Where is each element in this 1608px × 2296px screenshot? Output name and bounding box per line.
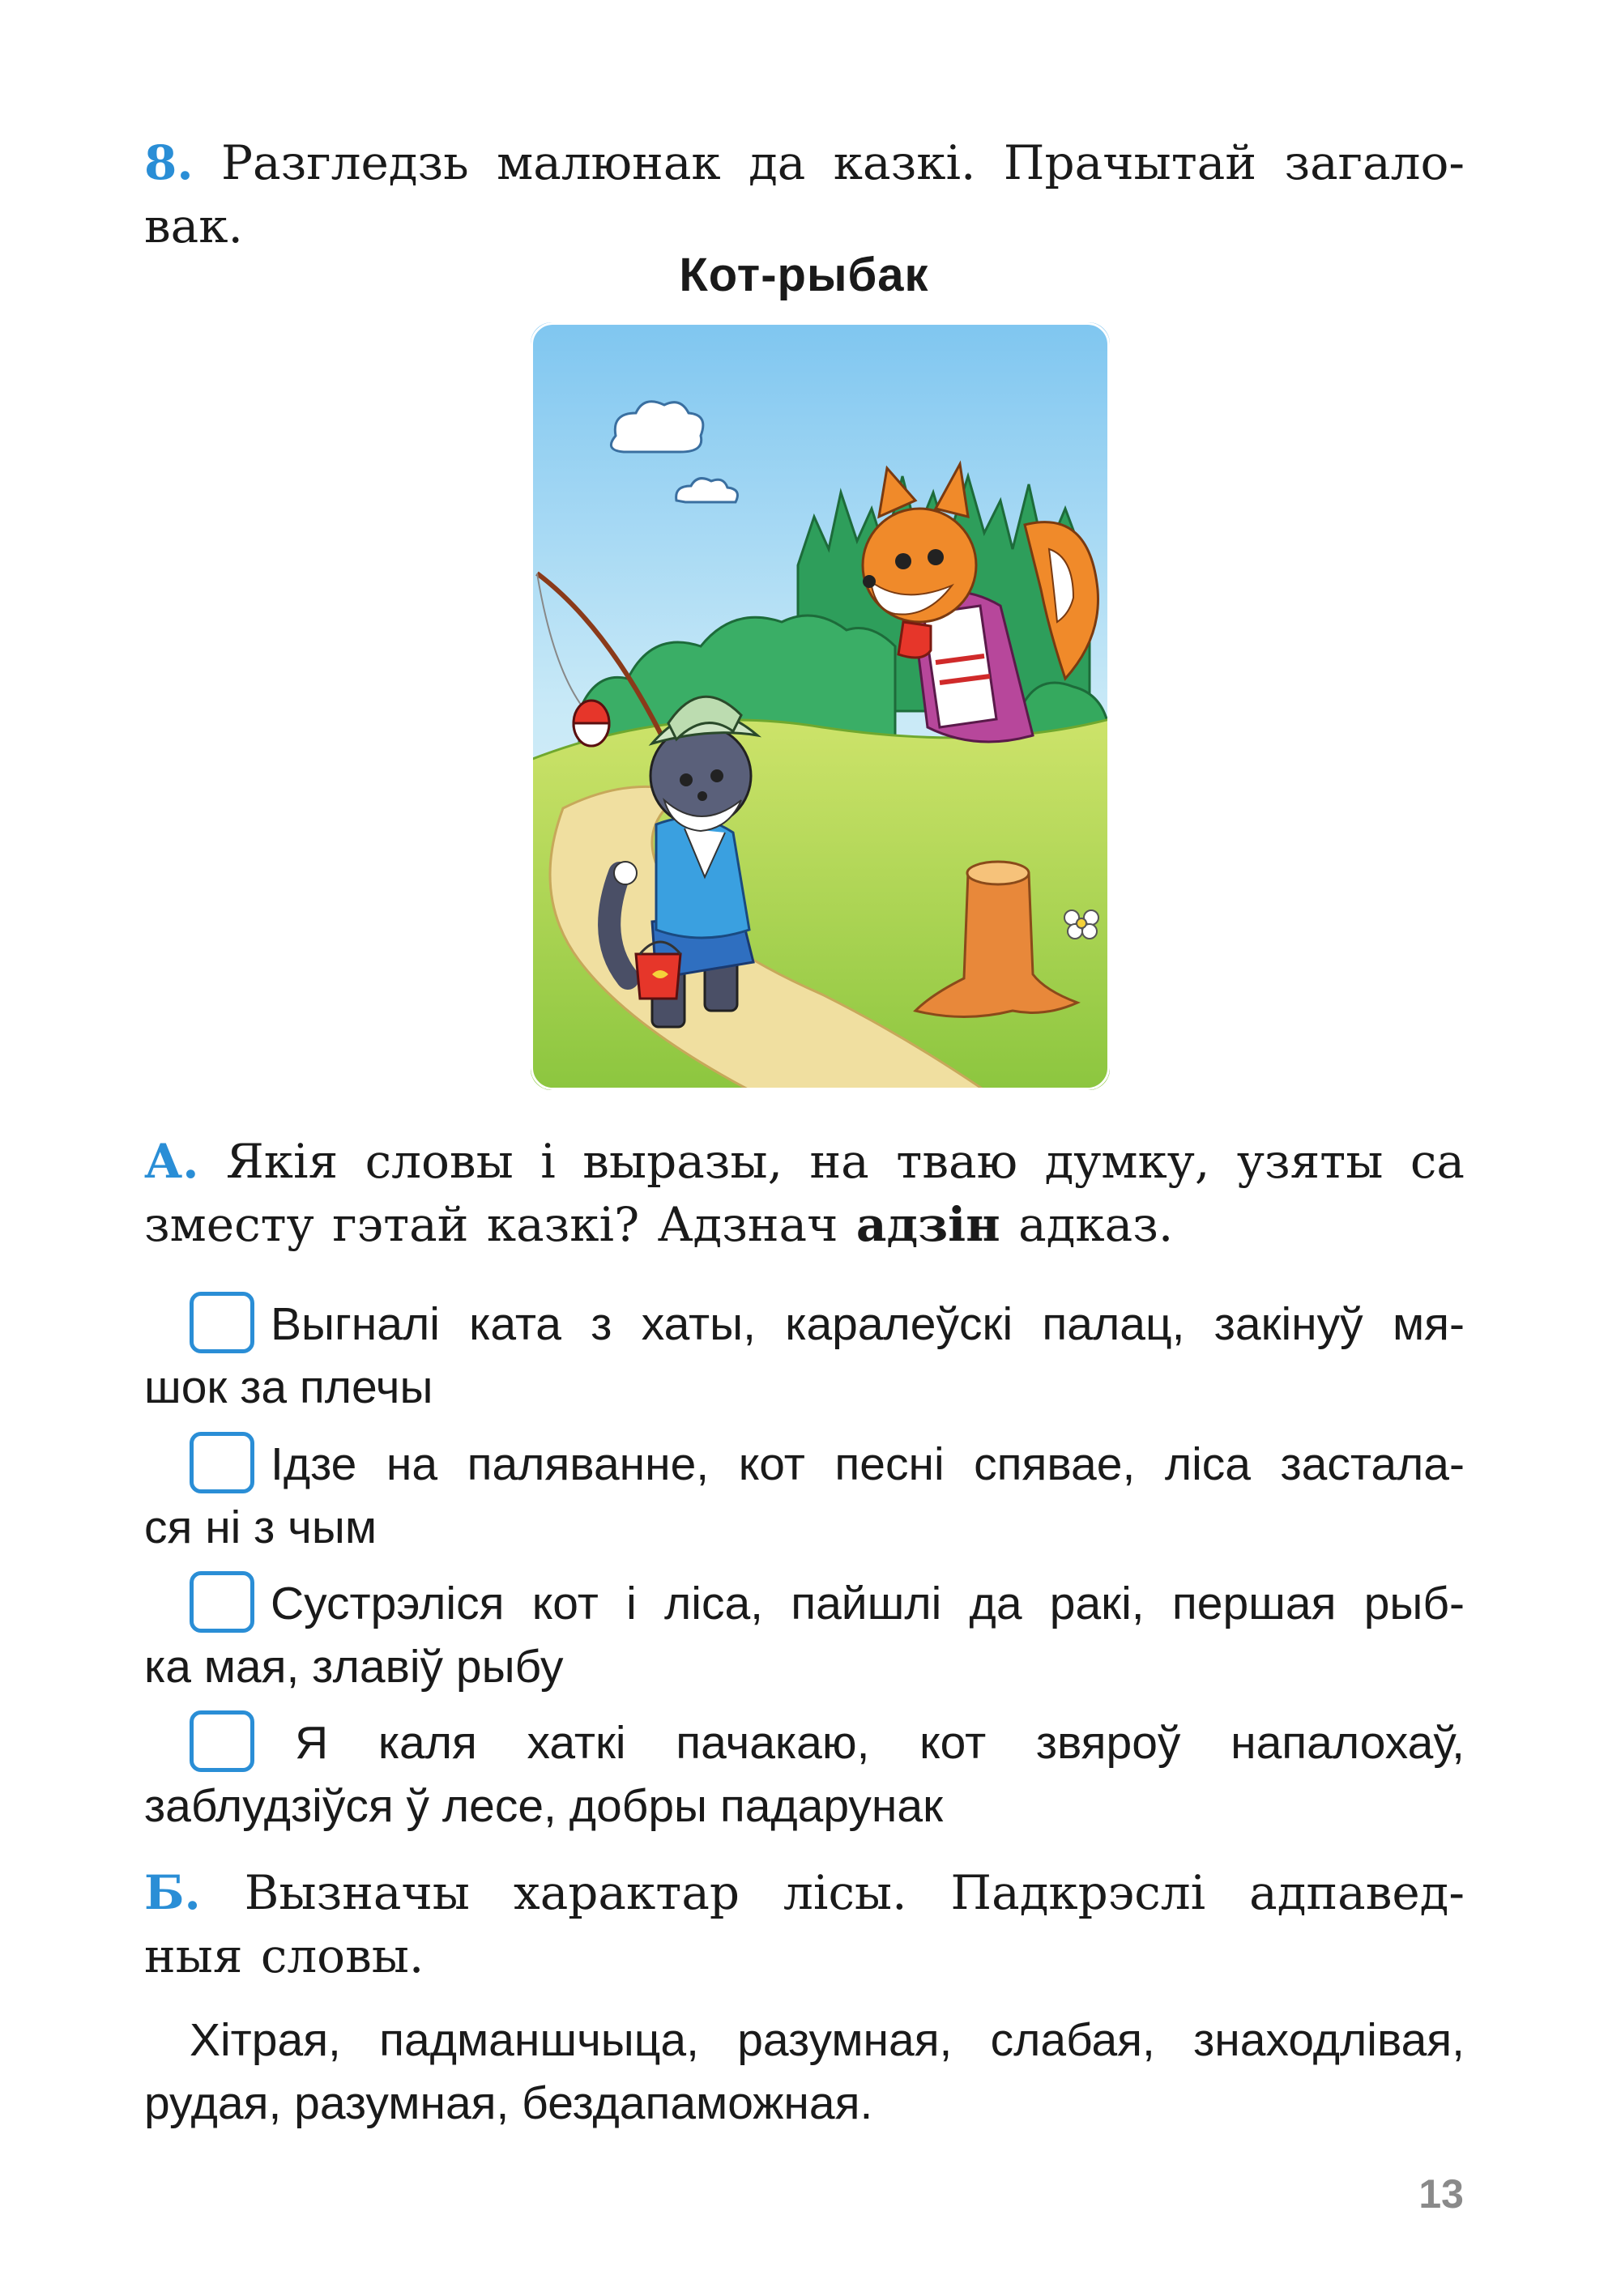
part-b-line1	[144, 1861, 1465, 1924]
story-illustration	[531, 322, 1110, 1090]
option-4-line2: заблудзіўся ў лесе, добры падарунак	[144, 1780, 944, 1832]
part-a-text-post: адказ.	[1000, 1197, 1174, 1252]
option-4-line1: Я каля хаткі пачакаю, кот звяроў напалохаў,	[295, 1717, 1465, 1769]
option-2-checkbox[interactable]	[190, 1432, 254, 1493]
part-b-text: Вызначы характар лісы. Падкрэслі адпавед-	[244, 1865, 1465, 1920]
part-a-text: Якія словы і выразы, на тваю думку, узяты са	[225, 1134, 1465, 1189]
task-instruction-line2: вак.	[144, 198, 243, 253]
part-a-text-pre: зместу гэтай казкі? Адзнач	[144, 1197, 856, 1252]
page-number: 13	[1418, 2171, 1464, 2217]
words-line1: Хітрая, падманшчыца, разумная, слабая, знаходлівая,	[190, 2014, 1465, 2066]
option-3-line1: Сустрэліся кот і ліса, пайшлі да ракі, першая рыб-	[271, 1578, 1465, 1629]
option-2-line1: Ідзе на паляванне, кот песні спявае, ліса застала-	[271, 1438, 1465, 1490]
option-1-line2: шок за плечы	[144, 1361, 433, 1413]
task-text: Разгледзь малюнак да казкі. Прачытай загало-	[221, 135, 1465, 190]
task-instruction-line1	[144, 131, 1465, 194]
story-title: Кот-рыбак	[679, 249, 929, 301]
part-a-text-bold: адзін	[855, 1197, 1000, 1252]
words-line2: рудая, разумная, бездапаможная.	[144, 2077, 873, 2129]
part-a-line2	[144, 1193, 1465, 1256]
part-a-line1	[144, 1130, 1465, 1193]
option-4-checkbox[interactable]	[190, 1710, 254, 1772]
part-a-label: А.	[144, 1134, 199, 1189]
option-1-line1: Выгналі ката з хаты, каралеўскі палац, закінуў мя-	[271, 1298, 1465, 1350]
part-b-label: Б.	[144, 1865, 201, 1920]
task-number: 8.	[144, 135, 194, 190]
option-2-line2: ся ні з чым	[144, 1502, 377, 1553]
option-1-checkbox[interactable]	[190, 1292, 254, 1353]
option-3-checkbox[interactable]	[190, 1571, 254, 1633]
option-3-line2: ка мая, злавіў рыбу	[144, 1641, 564, 1693]
part-b-line2: ныя словы.	[144, 1928, 424, 1983]
